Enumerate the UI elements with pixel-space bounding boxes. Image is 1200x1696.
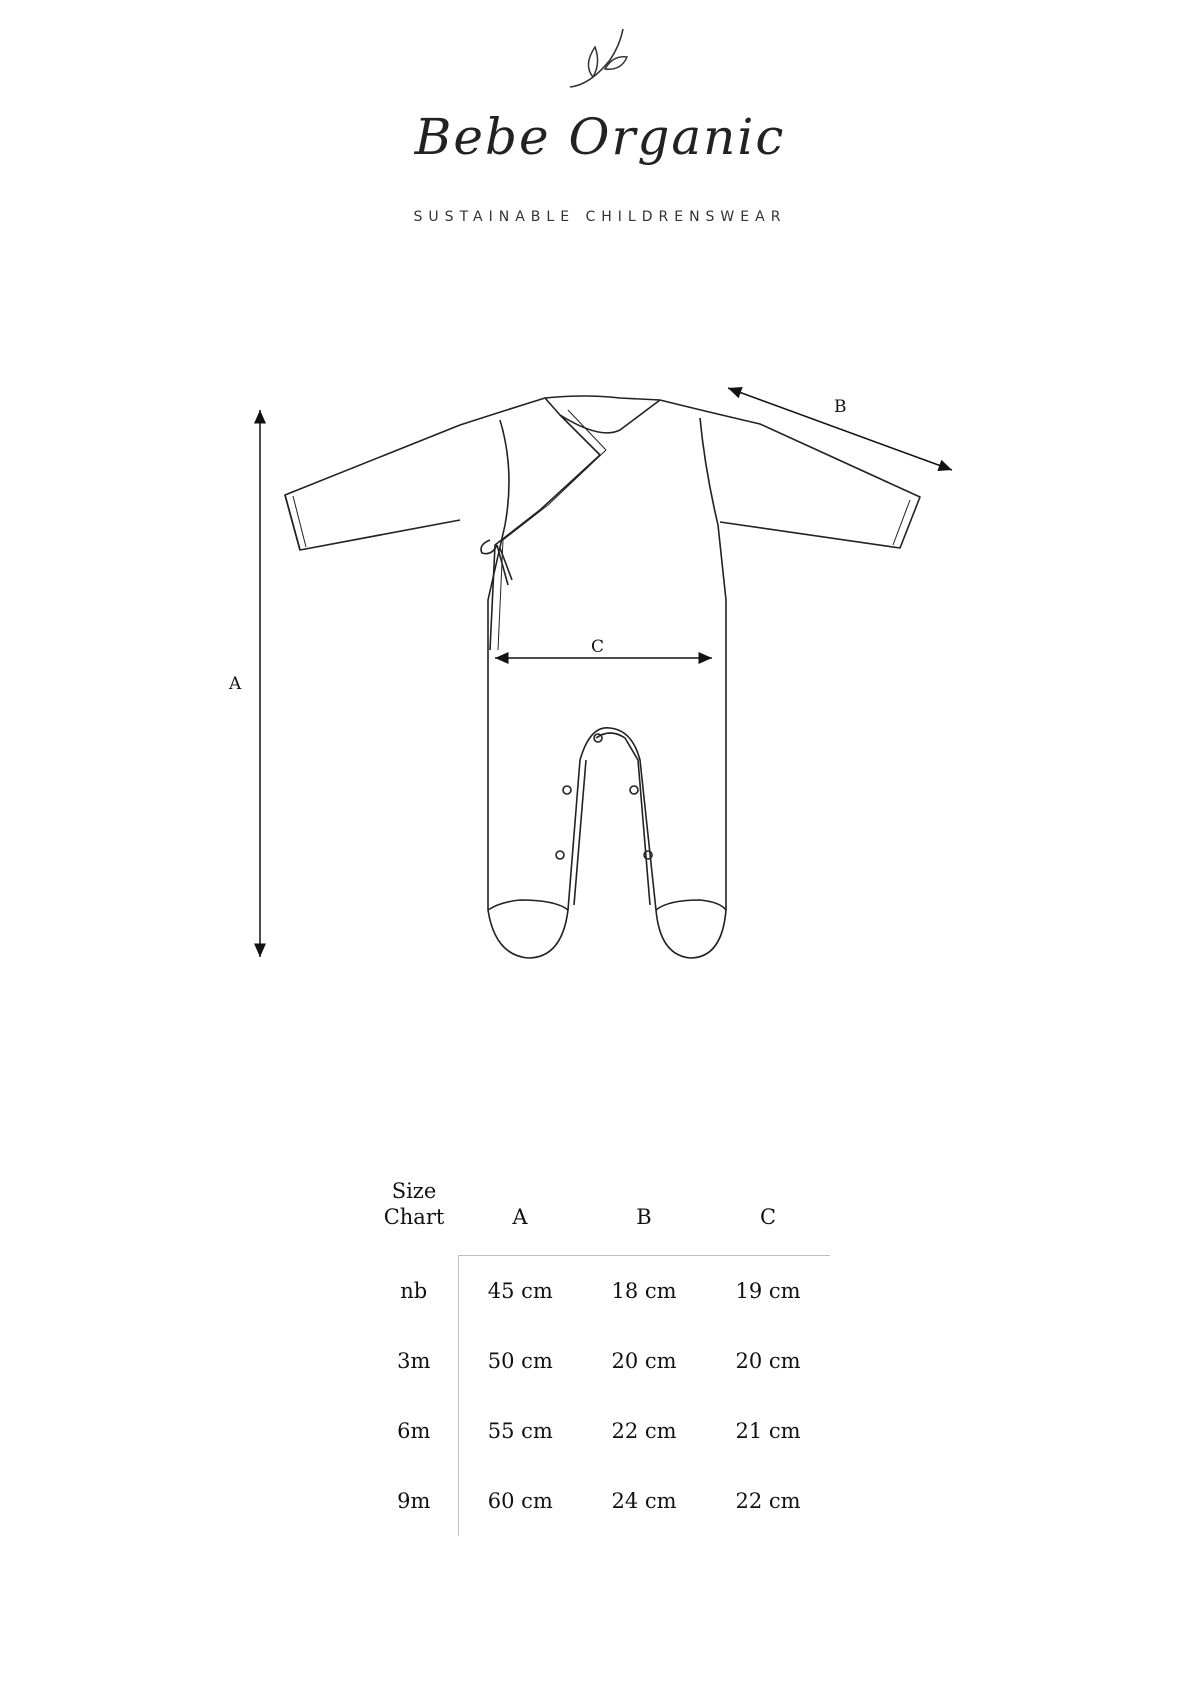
size-chart-row	[370, 1466, 830, 1536]
size-chart-row	[370, 1256, 830, 1327]
measurement-c: 22 cm	[735, 1489, 801, 1513]
dimension-b-label: B	[834, 397, 847, 417]
measurement-a: 45 cm	[487, 1279, 553, 1303]
measurement-c: 19 cm	[735, 1279, 801, 1303]
size-chart-header-c: C	[706, 1163, 830, 1256]
size-label: 6m	[370, 1396, 458, 1466]
measurement-b: 18 cm	[611, 1279, 677, 1303]
measurement-b: 22 cm	[611, 1419, 677, 1443]
size-label: 3m	[370, 1326, 458, 1396]
size-chart-table	[370, 1163, 830, 1536]
measurement-a: 60 cm	[487, 1489, 553, 1513]
size-label: 9m	[370, 1466, 458, 1536]
brand-name: Bebe Organic	[414, 108, 786, 166]
measurement-c: 20 cm	[735, 1349, 801, 1373]
brand-tagline: SUSTAINABLE CHILDRENSWEAR	[413, 209, 787, 225]
dimension-a-label: A	[229, 674, 242, 694]
measurement-b: 20 cm	[611, 1349, 677, 1373]
size-chart-header-b: B	[582, 1163, 706, 1256]
measurement-b: 24 cm	[611, 1489, 677, 1513]
measurement-c: 21 cm	[735, 1419, 801, 1443]
size-label: nb	[370, 1256, 458, 1327]
size-chart-header-a: A	[458, 1163, 582, 1256]
dimension-c-label: C	[591, 637, 605, 657]
measurement-a: 55 cm	[487, 1419, 553, 1443]
measurement-a: 50 cm	[487, 1349, 553, 1373]
size-chart-row	[370, 1326, 830, 1396]
romper-outline	[285, 396, 920, 958]
size-chart-header-size: Size Chart	[383, 1178, 445, 1229]
size-chart-row	[370, 1396, 830, 1466]
size-chart-header-row	[370, 1163, 830, 1256]
